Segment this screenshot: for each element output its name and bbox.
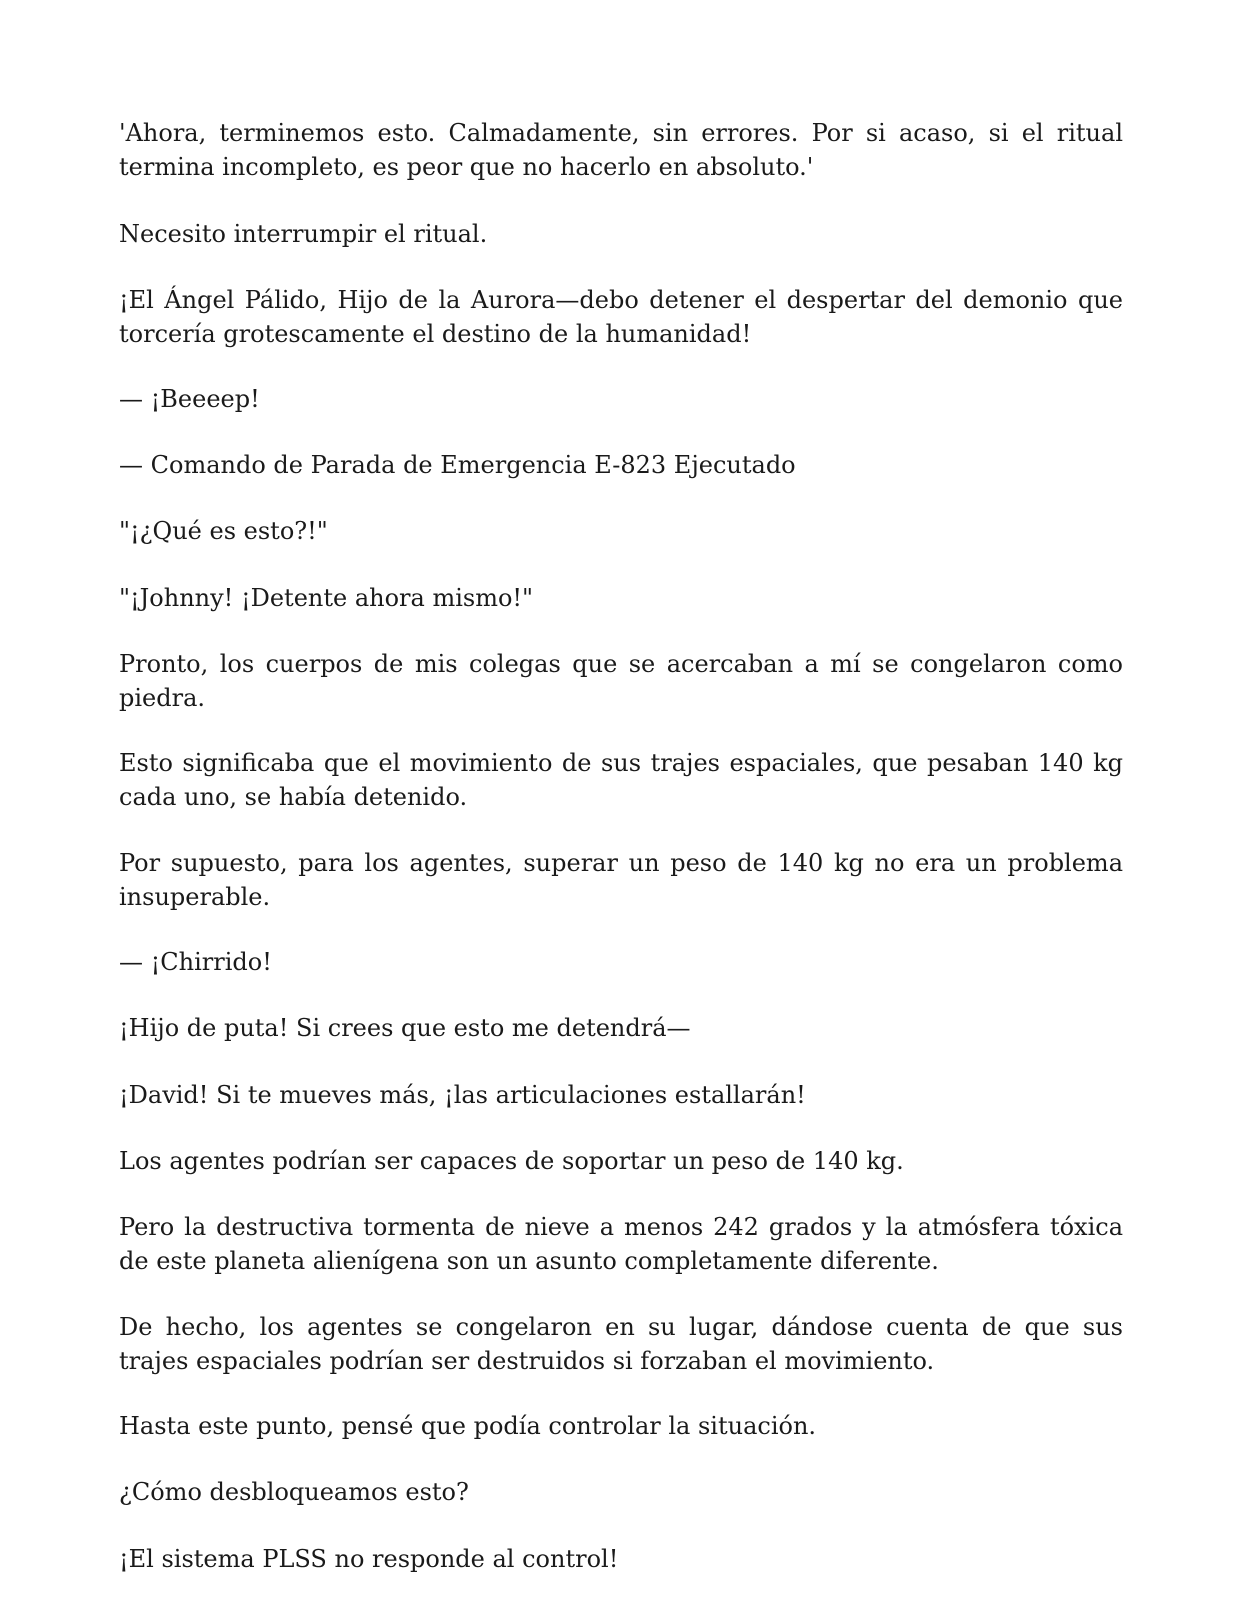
paragraph: Esto significaba que el movimiento de sus trajes espaciales, que pesaban 140 kg cada uno, se había detenido.	[119, 749, 1123, 811]
paragraph: "¡¿Qué es esto?!"	[119, 517, 328, 545]
paragraph: Pronto, los cuerpos de mis colegas que se acercaban a mí se congelaron como piedra.	[119, 650, 1123, 712]
paragraph: ¿Cómo desbloqueamos esto?	[119, 1478, 469, 1506]
paragraph: Pero la destructiva tormenta de nieve a menos 242 grados y la atmósfera tóxica de este planeta alienígena son un asunto completamente diferente.	[119, 1213, 1123, 1275]
paragraph: ¡El Ángel Pálido, Hijo de la Aurora—debo detener el despertar del demonio que torcería grotescamente el destino de la humanidad!	[119, 286, 1123, 348]
paragraph: 'Ahora, terminemos esto. Calmadamente, sin errores. Por si acaso, si el ritual termina incompleto, es peor que no hacerlo en absoluto.'	[119, 119, 1123, 181]
paragraph: ¡David! Si te mueves más, ¡las articulaciones estallarán!	[119, 1081, 806, 1109]
paragraph: De hecho, los agentes se congelaron en su lugar, dándose cuenta de que sus trajes espaciales podrían ser destruidos si forzaban el movimiento.	[119, 1313, 1123, 1375]
paragraph: — ¡Beeeep!	[119, 385, 260, 413]
paragraph: Hasta este punto, pensé que podía controlar la situación.	[119, 1412, 817, 1440]
paragraph: Los agentes podrían ser capaces de soportar un peso de 140 kg.	[119, 1147, 904, 1175]
paragraph: Por supuesto, para los agentes, superar un peso de 140 kg no era un problema insuperable.	[119, 849, 1123, 911]
paragraph: Necesito interrumpir el ritual.	[119, 220, 488, 248]
paragraph: ¡Hijo de puta! Si crees que esto me detendrá—	[119, 1014, 691, 1042]
paragraph: ¡El sistema PLSS no responde al control!	[119, 1545, 619, 1573]
paragraph: — Comando de Parada de Emergencia E-823 Ejecutado	[119, 451, 796, 479]
paragraph: — ¡Chirrido!	[119, 948, 272, 976]
paragraph: "¡Johnny! ¡Detente ahora mismo!"	[119, 584, 534, 612]
